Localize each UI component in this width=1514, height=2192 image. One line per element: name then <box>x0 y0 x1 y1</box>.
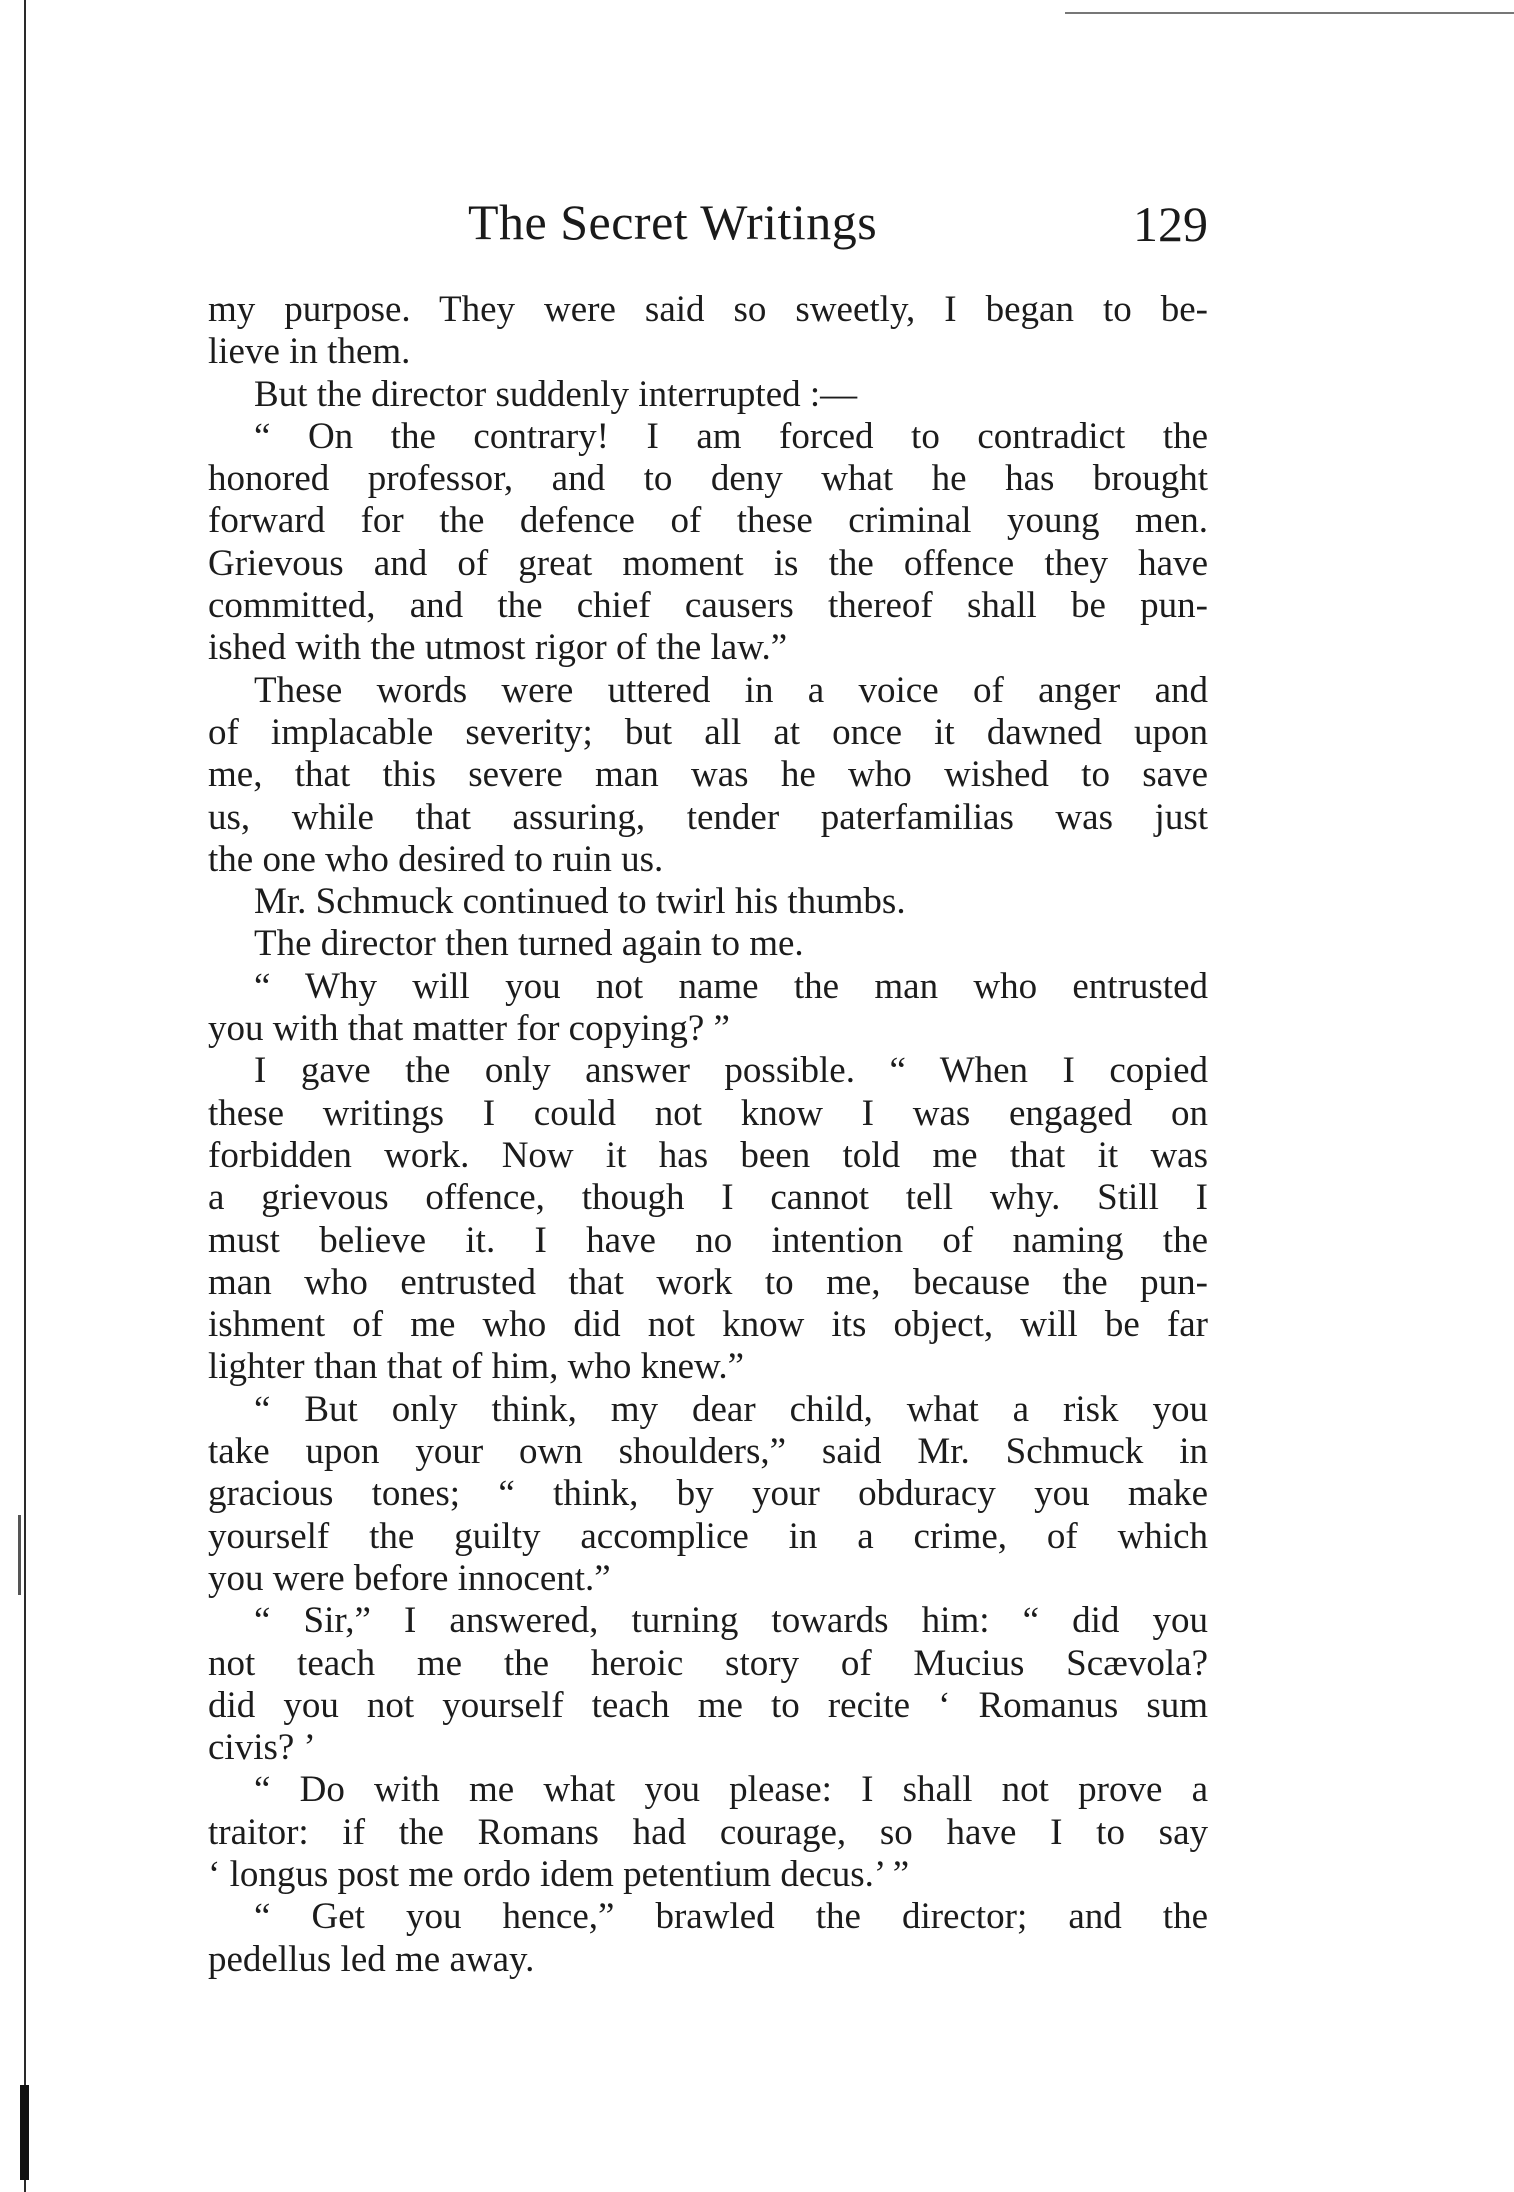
text-line: these writings I could not know I was engaged on <box>208 1092 1208 1134</box>
text-line: pedellus led me away. <box>208 1938 535 1980</box>
text-line: a grievous offence, though I cannot tell why. Still I <box>208 1177 1208 1219</box>
text-line: me, that this severe man was he who wished to save <box>208 754 1208 796</box>
binding-smudge <box>18 1515 21 1595</box>
text-line: you were before innocent.” <box>208 1557 611 1599</box>
text-line: “ Why will you not name the man who entrusted <box>254 965 1208 1007</box>
scan-edge-rule <box>1065 12 1514 14</box>
binding-shadow <box>20 2085 29 2180</box>
page-number: 129 <box>1133 196 1208 252</box>
text-line: committed, and the chief causers thereof shall be pun- <box>208 585 1208 627</box>
text-line: ished with the utmost rigor of the law.” <box>208 627 788 669</box>
text-line: did you not yourself teach me to recite ‘ Romanus sum <box>208 1684 1208 1726</box>
text-line: “ Get you hence,” brawled the director; and the <box>254 1896 1208 1938</box>
text-line: ishment of me who did not know its object, will be far <box>208 1304 1208 1346</box>
text-line: the one who desired to ruin us. <box>208 838 664 880</box>
text-line: forward for the defence of these criminal young men. <box>208 500 1208 542</box>
text-line: “ On the contrary! I am forced to contradict the <box>254 415 1208 457</box>
text-line: yourself the guilty accomplice in a crime, of which <box>208 1515 1208 1557</box>
text-line: lieve in them. <box>208 331 411 373</box>
text-line: honored professor, and to deny what he has brought <box>208 458 1208 500</box>
text-line: “ But only think, my dear child, what a risk you <box>254 1388 1208 1430</box>
text-line: “ Sir,” I answered, turning towards him: “ did you <box>254 1600 1208 1642</box>
text-line: civis? ’ <box>208 1727 316 1769</box>
text-line: must believe it. I have no intention of naming the <box>208 1219 1208 1261</box>
page-header <box>468 192 1208 262</box>
page-binding-edge <box>24 0 26 2192</box>
text-line: I gave the only answer possible. “ When I copied <box>254 1050 1208 1092</box>
text-line: The director then turned again to me. <box>254 923 804 965</box>
text-line: not teach me the heroic story of Mucius Scævola? <box>208 1642 1208 1684</box>
body-text <box>208 289 1208 1981</box>
text-line: Grievous and of great moment is the offence they have <box>208 542 1208 584</box>
text-line: of implacable severity; but all at once it dawned upon <box>208 711 1208 753</box>
text-line: traitor: if the Romans had courage, so have I to say <box>208 1811 1208 1853</box>
text-line: gracious tones; “ think, by your obduracy you make <box>208 1473 1208 1515</box>
text-line: man who entrusted that work to me, because the pun- <box>208 1261 1208 1303</box>
text-line: you with that matter for copying? ” <box>208 1008 730 1050</box>
text-line: “ Do with me what you please: I shall not prove a <box>254 1769 1208 1811</box>
text-line: us, while that assuring, tender paterfamilias was just <box>208 796 1208 838</box>
text-line: Mr. Schmuck continued to twirl his thumbs. <box>254 881 906 923</box>
text-line: But the director suddenly interrupted :— <box>254 373 858 415</box>
text-line: forbidden work. Now it has been told me that it was <box>208 1134 1208 1176</box>
text-line: my purpose. They were said so sweetly, I began to be- <box>208 289 1208 330</box>
running-title: The Secret Writings <box>468 194 878 250</box>
text-line: take upon your own shoulders,” said Mr. Schmuck in <box>208 1431 1208 1473</box>
text-line: ‘ longus post me ordo idem petentium decus.’ ” <box>208 1853 910 1895</box>
text-line: These words were uttered in a voice of anger and <box>254 669 1208 711</box>
text-line: lighter than that of him, who knew.” <box>208 1346 745 1388</box>
